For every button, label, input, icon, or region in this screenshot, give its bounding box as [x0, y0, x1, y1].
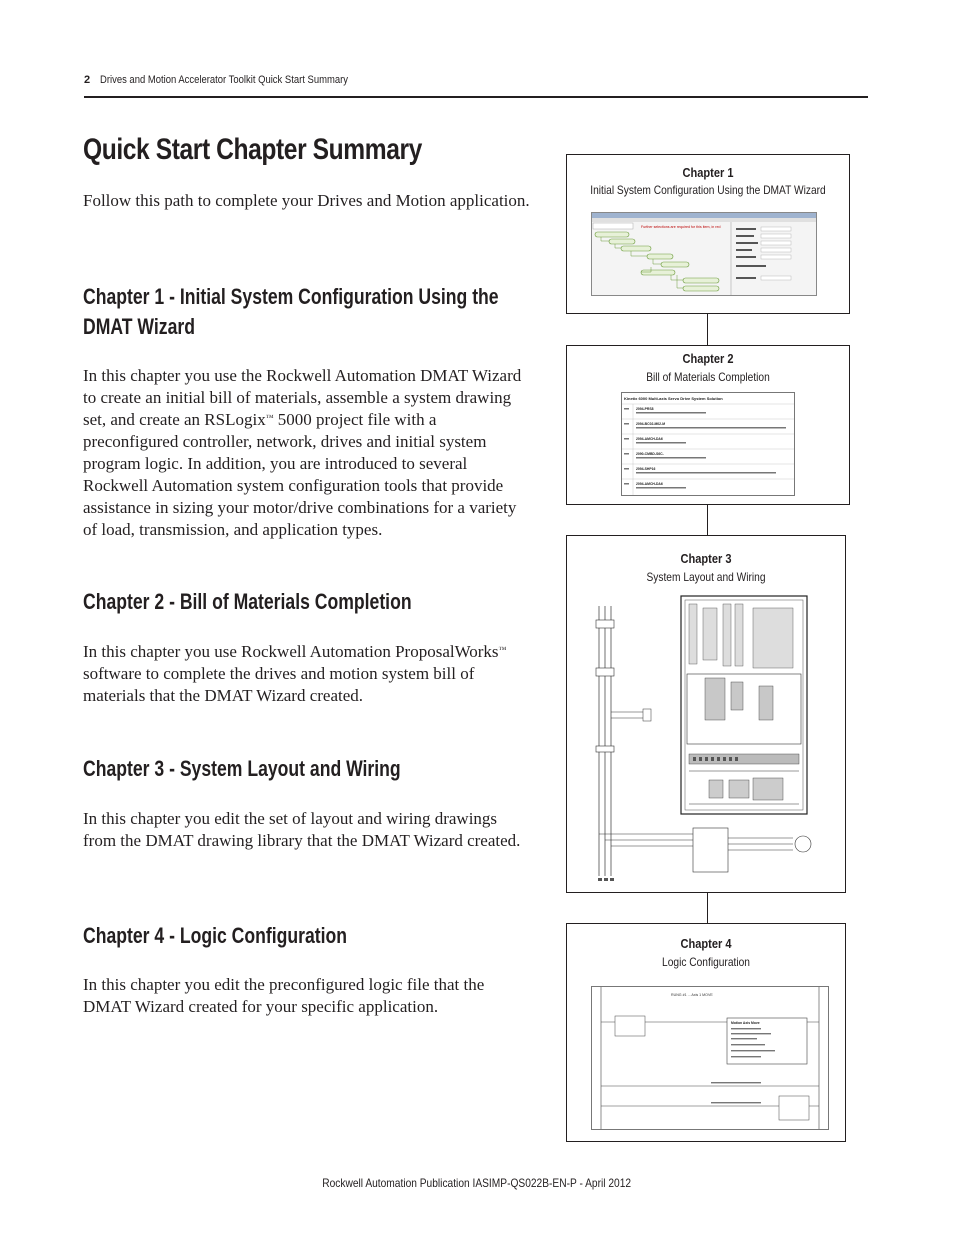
svg-text:2094-AMCH-DA6: 2094-AMCH-DA6 [636, 482, 663, 486]
flow-box-title: Chapter 3 [680, 551, 732, 566]
flow-connector [707, 504, 708, 535]
section-body-chapter-4: In this chapter you edit the preconfigured logic file that the DMAT Wizard created for your specific application. [83, 975, 485, 1016]
intro-paragraph: Follow this path to complete your Drives and Motion application. [83, 191, 530, 210]
ladder-logic-thumbnail [591, 986, 829, 1130]
flow-box-subtitle: Bill of Materials Completion [646, 370, 770, 384]
section-body-chapter-1: In this chapter you use the Rockwell Automation DMAT Wizard to create an initial bill of materials, assemble a system drawing set, and create an RSLogix™ 5000 project file with a preconfigured controller, network, drives and initial system program logic. In addition, you are introduced to several Rockwell Automation system configuration tools that provide assistance in sizing your motor/drive combinations for a variety of load, transmission, and application types. [83, 366, 522, 539]
svg-text:2094-AMCH-DA6: 2094-AMCH-DA6 [636, 437, 663, 441]
flow-box-chapter-2 [566, 345, 850, 505]
flow-box-subtitle: Initial System Configuration Using the DMAT Wizard [590, 183, 826, 197]
svg-text:Motion Axis Move: Motion Axis Move [731, 1021, 760, 1025]
flow-box-subtitle: System Layout and Wiring [646, 570, 766, 584]
page-number: 2 [84, 74, 91, 86]
svg-text:2094-SHP16: 2094-SHP16 [636, 467, 656, 471]
running-title: Drives and Motion Accelerator Toolkit Quick Start Summary [100, 74, 348, 86]
flow-box-subtitle: Logic Configuration [662, 955, 750, 969]
svg-text:Further selections are require: Further selections are required for this item, in red [641, 225, 721, 229]
page-title: Quick Start Chapter Summary [83, 133, 422, 166]
section-heading-chapter-4: Chapter 4 - Logic Configuration [83, 923, 347, 948]
header-rule [84, 96, 868, 98]
wiring-layout-thumbnail [593, 586, 825, 886]
section-body-chapter-3: In this chapter you edit the set of layout and wiring drawings from the DMAT drawing library that the DMAT Wizard created. [83, 809, 521, 850]
flow-box-title: Chapter 1 [682, 165, 734, 180]
publication-footer: Rockwell Automation Publication IASIMP-QS022B-EN-P - April 2012 [322, 1176, 632, 1190]
svg-text:2094-BC02-M02-M: 2094-BC02-M02-M [636, 422, 666, 426]
svg-text:2094-PRS8: 2094-PRS8 [636, 407, 654, 411]
flow-box-chapter-1 [566, 154, 850, 314]
svg-text:2090-CMBD-S6C-: 2090-CMBD-S6C- [636, 452, 664, 456]
flow-box-chapter-4 [566, 923, 846, 1142]
flow-box-chapter-3 [566, 535, 846, 893]
svg-text:Kinetix 6000 Multi-axis Servo: Kinetix 6000 Multi-axis Servo Drive System Solution [624, 396, 723, 401]
bill-of-materials-thumbnail [621, 392, 795, 496]
svg-text:RUNG #1 ... Axis 1 MOVE: RUNG #1 ... Axis 1 MOVE [671, 993, 713, 997]
flow-box-title: Chapter 2 [682, 351, 734, 366]
flow-box-title: Chapter 4 [680, 936, 732, 951]
section-heading-chapter-2: Chapter 2 - Bill of Materials Completion [83, 589, 412, 614]
section-heading-chapter-3: Chapter 3 - System Layout and Wiring [83, 756, 401, 781]
flow-connector [707, 313, 708, 345]
section-heading-chapter-1: Chapter 1 - Initial System Configuration Using the DMAT Wizard [83, 284, 499, 339]
section-body-chapter-2: In this chapter you use Rockwell Automation ProposalWorks™ software to complete the drives and motion system bill of materials that the DMAT Wizard created. [83, 642, 507, 705]
wizard-screenshot-thumbnail [591, 212, 817, 296]
flow-connector [707, 892, 708, 923]
